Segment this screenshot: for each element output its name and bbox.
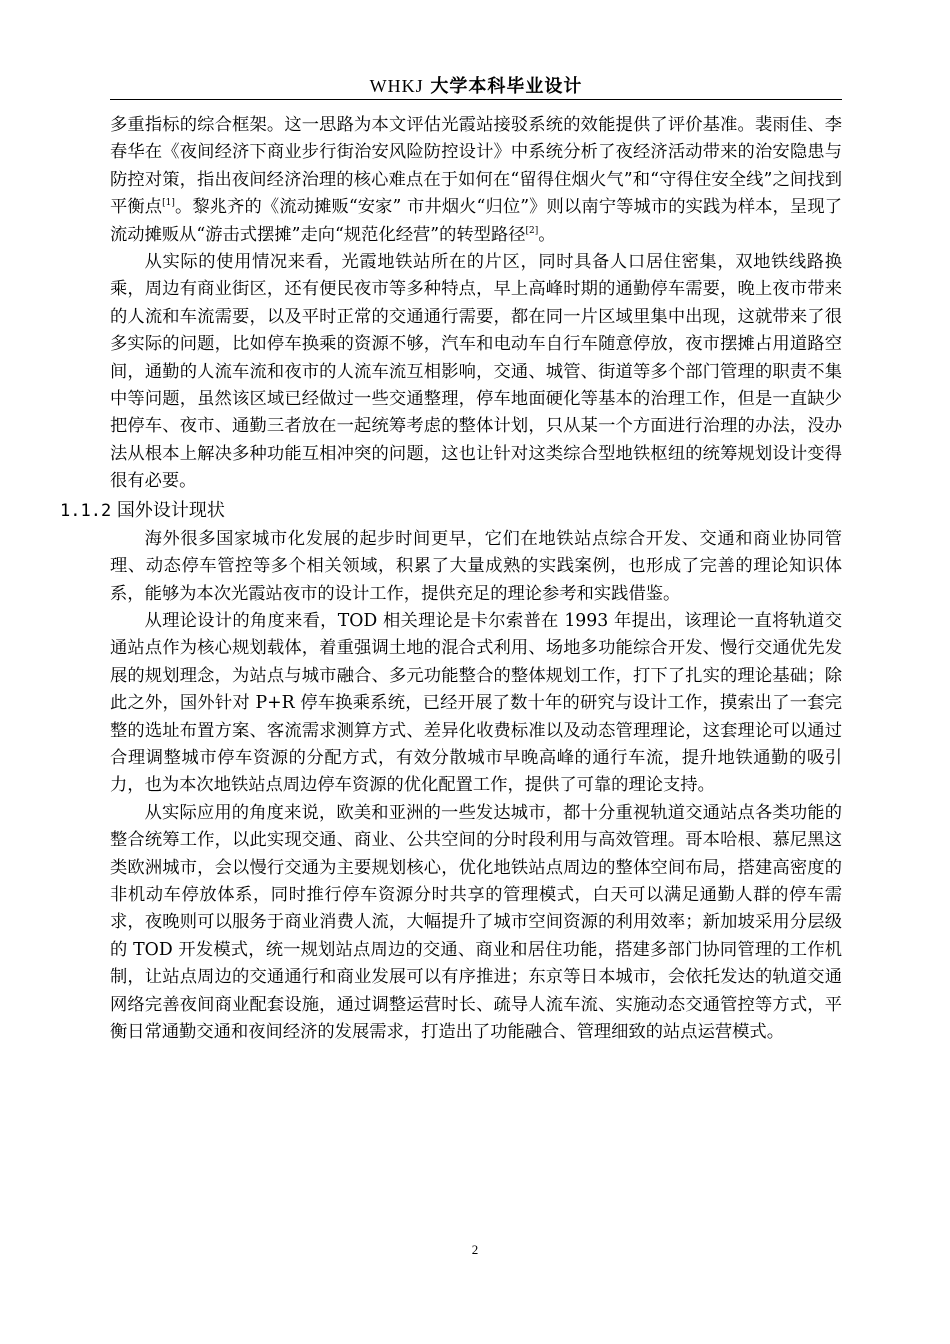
header-latin: WHKJ xyxy=(369,76,424,96)
section-title: 国外设计现状 xyxy=(116,499,225,521)
paragraph-theory: 从理论设计的角度来看，TOD 相关理论是卡尔索普在 1993 年提出，该理论一直将轨道交通站点作为核心规划载体，着重强调土地的混合式利用、场地多功能综合开发、慢行交通优先发展的规划理念，为站点与城市融合、多元功能整合的整体规划工作，打下了扎实的理论基础；除此之外，国外针对 P+R 停车换乘系统，已经开展了数十年的研究与设计工作，摸索出了一套完整的选址布置方案、客流需求测算方式、差异化收费标准以及动态管理理论，这套理论可以通过合理调整城市停车资源的分配方式，有效分散城市早晚高峰的通行车流，提升地铁通勤的吸引力，也为本次地铁站点周边停车资源的优化配置工作，提供了可靠的理论支持。 xyxy=(110,610,842,796)
paragraph-overseas: 海外很多国家城市化发展的起步时间更早，它们在地铁站点综合开发、交通和商业协同管理、动态停车管控等多个相关领域，积累了大量成熟的实践案例，也形成了完善的理论知识体系，能够为本次光霞站夜市的设计工作，提供充足的理论参考和实践借鉴。 xyxy=(110,528,842,604)
header-title: 大学本科毕业设计 xyxy=(430,76,583,97)
citation-1: [1] xyxy=(162,198,175,209)
header-rule xyxy=(110,99,842,100)
page-number: 2 xyxy=(471,1242,479,1257)
page-body xyxy=(60,112,842,1046)
citation-2: [2] xyxy=(525,225,539,236)
paragraph-continued: 多重指标的综合框架。这一思路为本文评估光霞站接驳系统的效能提供了评价基准。裴雨佳、李春华在《夜间经济下商业步行街治安风险防控设计》中系统分析了夜经济活动带来的治安隐患与防控对策，指出夜间经济治理的核心难点在于如何在“留得住烟火气”和“守得住安全线”之间找到平衡点[1]。黎兆齐的《流动摊贩“安家” 市井烟火“归位”》则以南宁等城市的实践为样本，呈现了流动摊贩从“游击式摆摊”走向“规范化经营”的转型路径[2]。 xyxy=(110,115,842,245)
paragraph-usage: 从实际的使用情况来看，光霞地铁站所在的片区，同时具备人口居住密集，双地铁线路换乘，周边有商业街区，还有便民夜市等多种特点，早上高峰时期的通勤停车需要，晚上夜市带来的人流和车流需要，以及平时正常的交通通行需要，都在同一片区域里集中出现，这就带来了很多实际的问题，比如停车换乘的资源不够，汽车和电动车自行车随意停放，夜市摆摊占用道路空间，通勤的人流车流和夜市的人流车流互相影响，交通、城管、街道等多个部门管理的职责不集中等问题，虽然该区域已经做过一些交通整理，停车地面硬化等基本的治理工作，但是一直缺少把停车、夜市、通勤三者放在一起统筹考虑的整体计划，只从某一个方面进行治理的办法，没办法从根本上解决多种功能互相冲突的问题，这也让针对这类综合型地铁枢纽的统筹规划设计变得很有必要。 xyxy=(110,252,842,492)
paragraph-practice: 从实际应用的角度来说，欧美和亚洲的一些发达城市，都十分重视轨道交通站点各类功能的整合统筹工作，以此实现交通、商业、公共空间的分时段利用与高效管理。哥本哈根、慕尼黑这类欧洲城市，会以慢行交通为主要规划核心，优化地铁站点周边的整体空间布局，搭建高密度的非机动车停放体系，同时推行停车资源分时共享的管理模式，白天可以满足通勤人群的停车需求，夜晚则可以服务于商业消费人流，大幅提升了城市空间资源的利用效率；新加坡采用分层级的 TOD 开发模式，统一规划站点周边的交通、商业和居住功能，搭建多部门协同管理的工作机制，让站点周边的交通通行和商业发展可以有序推进；东京等日本城市，会依托发达的轨道交通网络完善夜间商业配套设施，通过调整运营时长、疏导人流车流、实施动态交通管控等方式，平衡日常通勤交通和夜间经济的发展需求，打造出了功能融合、管理细致的站点运营模式。 xyxy=(110,802,842,1042)
page-header xyxy=(110,74,842,99)
section-heading xyxy=(60,496,842,526)
section-number: 1.1.2 xyxy=(60,500,112,521)
